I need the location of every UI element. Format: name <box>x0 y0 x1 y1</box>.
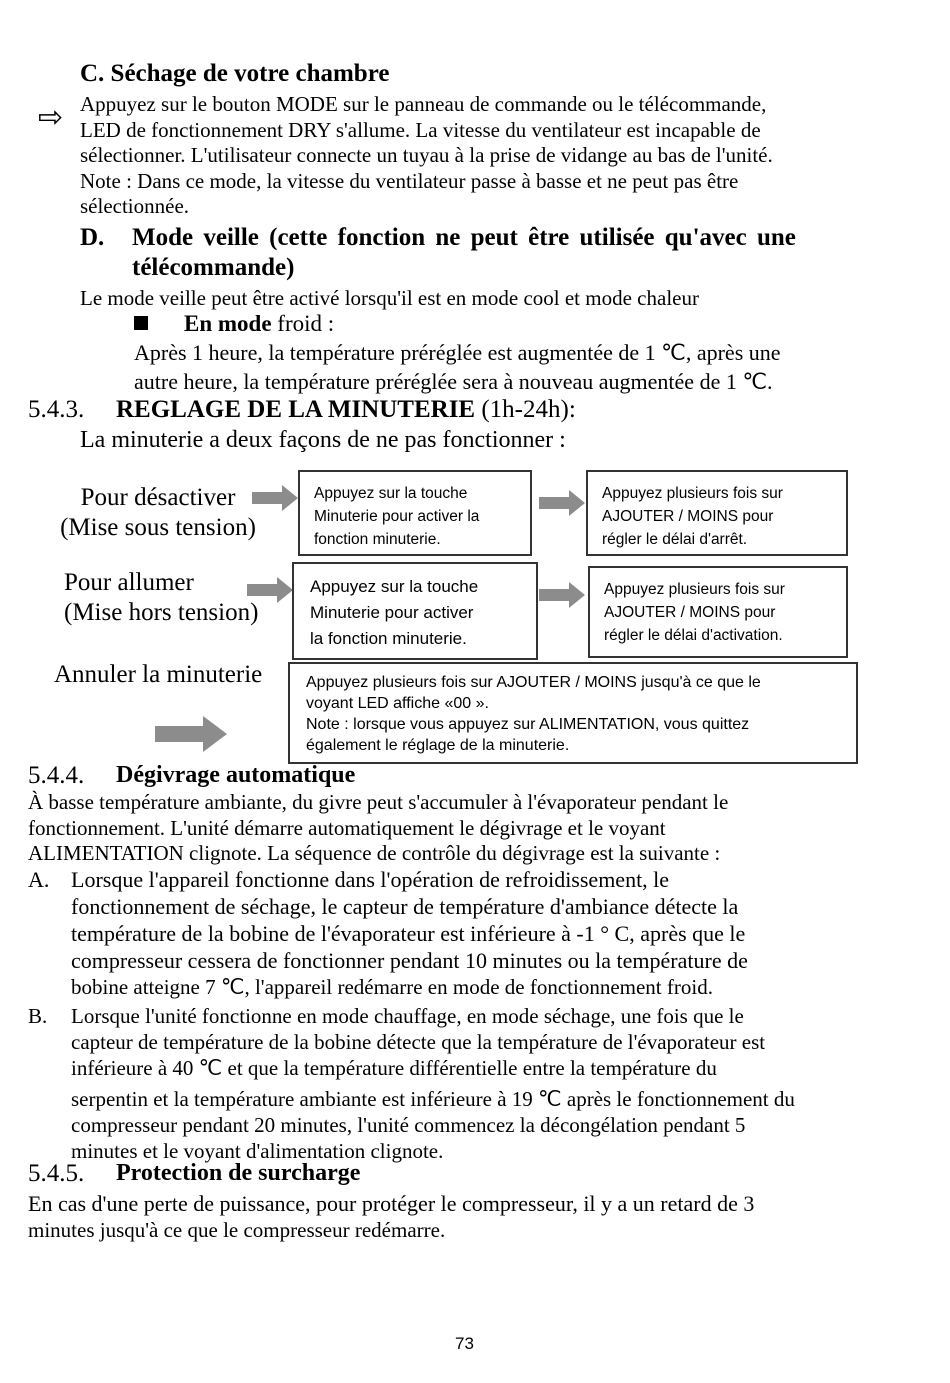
black-square-bullet-icon <box>134 316 148 330</box>
bullet-rest: froid : <box>271 311 335 336</box>
flow-row1-step2-box <box>586 470 848 556</box>
flow-label-line: Pour désactiver <box>80 484 236 511</box>
section-d-intro: Le mode veille peut être activé lorsqu'il est en mode cool et mode chaleur <box>80 286 699 310</box>
box-line: Appuyez plusieurs fois sur AJOUTER / MOINS jusqu'à ce que le <box>306 674 761 691</box>
section-d-detail-line1: Après 1 heure, la température préréglée est augmentée de 1 ℃, après une <box>134 340 781 365</box>
gray-right-arrow-icon <box>155 716 227 752</box>
text-line: En cas d'une perte de puissance, pour protéger le compresseur, il y a un retard de 3 <box>28 1191 755 1216</box>
text-line: compresseur cessera de fonctionner pendant 10 minutes ou la température de <box>71 948 748 973</box>
section-544-intro <box>28 790 908 867</box>
box-line: AJOUTER / MOINS pour <box>602 508 774 525</box>
box-line: fonction minuterie. <box>314 531 441 548</box>
cancel-timer-label: Annuler la minuterie <box>54 661 263 688</box>
section-543-title-bold: REGLAGE DE LA MINUTERIE <box>116 396 476 423</box>
box-line: Appuyez sur la touche <box>310 577 479 596</box>
cancel-timer-box <box>288 662 858 764</box>
gray-right-arrow-icon <box>247 577 293 603</box>
gray-right-arrow-icon <box>539 490 585 516</box>
text-line: fonctionnement de séchage, le capteur de température d'ambiance détecte la <box>71 894 739 919</box>
text-line: compresseur pendant 20 minutes, l'unité commencez la décongélation pendant 5 <box>71 1113 746 1137</box>
section-d-letter: D. <box>80 224 105 251</box>
box-line: également le réglage de la minuterie. <box>306 737 570 754</box>
box-line: Appuyez plusieurs fois sur <box>604 581 785 598</box>
section-545-number: 5.4.5. <box>28 1160 85 1187</box>
text-line: sélectionnée. <box>80 194 190 218</box>
text-line: ALIMENTATION clignote. La séquence de contrôle du dégivrage est la suivante : <box>28 841 721 865</box>
section-543-title-suffix: (1h-24h): <box>475 396 576 423</box>
flow-row2-step1-box <box>292 562 538 660</box>
text-line: capteur de température de la bobine détecte que la température de l'évaporateur est <box>71 1030 766 1054</box>
flow-label-line: (Mise sous tension) <box>60 514 256 541</box>
pointer-icon: ⇨ <box>38 101 64 134</box>
text-line: Appuyez sur le bouton MODE sur le panneau de commande ou le télécommande, <box>80 92 767 116</box>
box-line: Note : lorsque vous appuyez sur ALIMENTATION, vous quittez <box>306 716 750 733</box>
flow-row2-step2-box <box>588 566 848 658</box>
gray-right-arrow-icon <box>539 582 585 608</box>
section-d-heading-line1: Mode veille (cette fonction ne peut être utilisée qu'avec une <box>132 224 796 251</box>
item-marker: B. <box>28 1004 48 1028</box>
box-line: régler le délai d'activation. <box>604 627 783 644</box>
item-body <box>71 866 748 1001</box>
section-c-heading: C. Séchage de votre chambre <box>80 60 390 87</box>
text-line: minutes jusqu'à ce que le compresseur redémarre. <box>28 1218 446 1242</box>
box-line: la fonction minuterie. <box>310 629 467 648</box>
box-line: Appuyez sur la touche <box>314 485 468 502</box>
section-545-body <box>28 1190 908 1244</box>
flow-label-line: (Mise hors tension) <box>64 599 259 626</box>
flow-label-line: Pour allumer <box>64 569 194 596</box>
gray-right-arrow-icon <box>252 485 298 511</box>
text-line: À basse température ambiante, du givre peut s'accumuler à l'évaporateur pendant le <box>28 790 729 814</box>
box-line: AJOUTER / MOINS pour <box>604 604 776 621</box>
text-line: serpentin et la température ambiante est inférieure à 19 ℃ après le fonctionnement du <box>71 1087 795 1111</box>
section-d-bullet <box>134 311 334 337</box>
flow-row2-label <box>64 568 276 628</box>
item-body <box>71 1003 795 1164</box>
flow-row1-label <box>52 483 264 543</box>
section-543-number: 5.4.3. <box>28 396 85 423</box>
section-543-title <box>116 396 576 424</box>
box-line: Appuyez plusieurs fois sur <box>602 485 783 502</box>
box-line: régler le délai d'arrêt. <box>602 531 748 548</box>
section-c-body <box>80 92 950 220</box>
text-line: Note : Dans ce mode, la vitesse du ventilateur passe à basse et ne peut pas être <box>80 168 739 193</box>
flow-row1-step1-box <box>298 470 532 556</box>
item-marker: A. <box>28 867 50 892</box>
bullet-bold: En mode <box>184 311 272 336</box>
text-line: Lorsque l'appareil fonctionne dans l'opération de refroidissement, le <box>71 867 670 892</box>
text-line: sélectionner. L'utilisateur connecte un tuyau à la prise de vidange au bas de l'unité. <box>80 143 773 167</box>
text-line: minutes et le voyant d'alimentation clignote. <box>71 1139 444 1163</box>
section-545-title: Protection de surcharge <box>116 1160 361 1186</box>
text-line: inférieure à 40 ℃ et que la température différentielle entre la température du <box>71 1056 717 1080</box>
text-line: LED de fonctionnement DRY s'allume. La vitesse du ventilateur est incapable de <box>80 117 761 142</box>
text-line: température de la bobine de l'évaporateur est inférieure à -1 ° C, après que le <box>71 921 746 946</box>
text-line: Lorsque l'unité fonctionne en mode chauffage, en mode séchage, une fois que le <box>71 1004 744 1028</box>
section-544-title: Dégivrage automatique <box>116 762 356 788</box>
section-d-detail-line2: autre heure, la température préréglée sera à nouveau augmentée de 1 ℃. <box>134 369 773 394</box>
section-543-intro: La minuterie a deux façons de ne pas fonctionner : <box>80 427 566 453</box>
box-line: voyant LED affiche «00 ». <box>306 695 489 712</box>
section-d-heading-line2: télécommande) <box>132 254 295 281</box>
section-544-number: 5.4.4. <box>28 762 85 789</box>
box-line: Minuterie pour activer <box>310 603 474 622</box>
box-line: Minuterie pour activer la <box>314 508 480 525</box>
text-line: bobine atteigne 7 ℃, l'appareil redémarre en mode de fonctionnement froid. <box>71 975 713 999</box>
page-number: 73 <box>455 1334 474 1353</box>
text-line: fonctionnement. L'unité démarre automatiquement le dégivrage et le voyant <box>28 815 666 840</box>
